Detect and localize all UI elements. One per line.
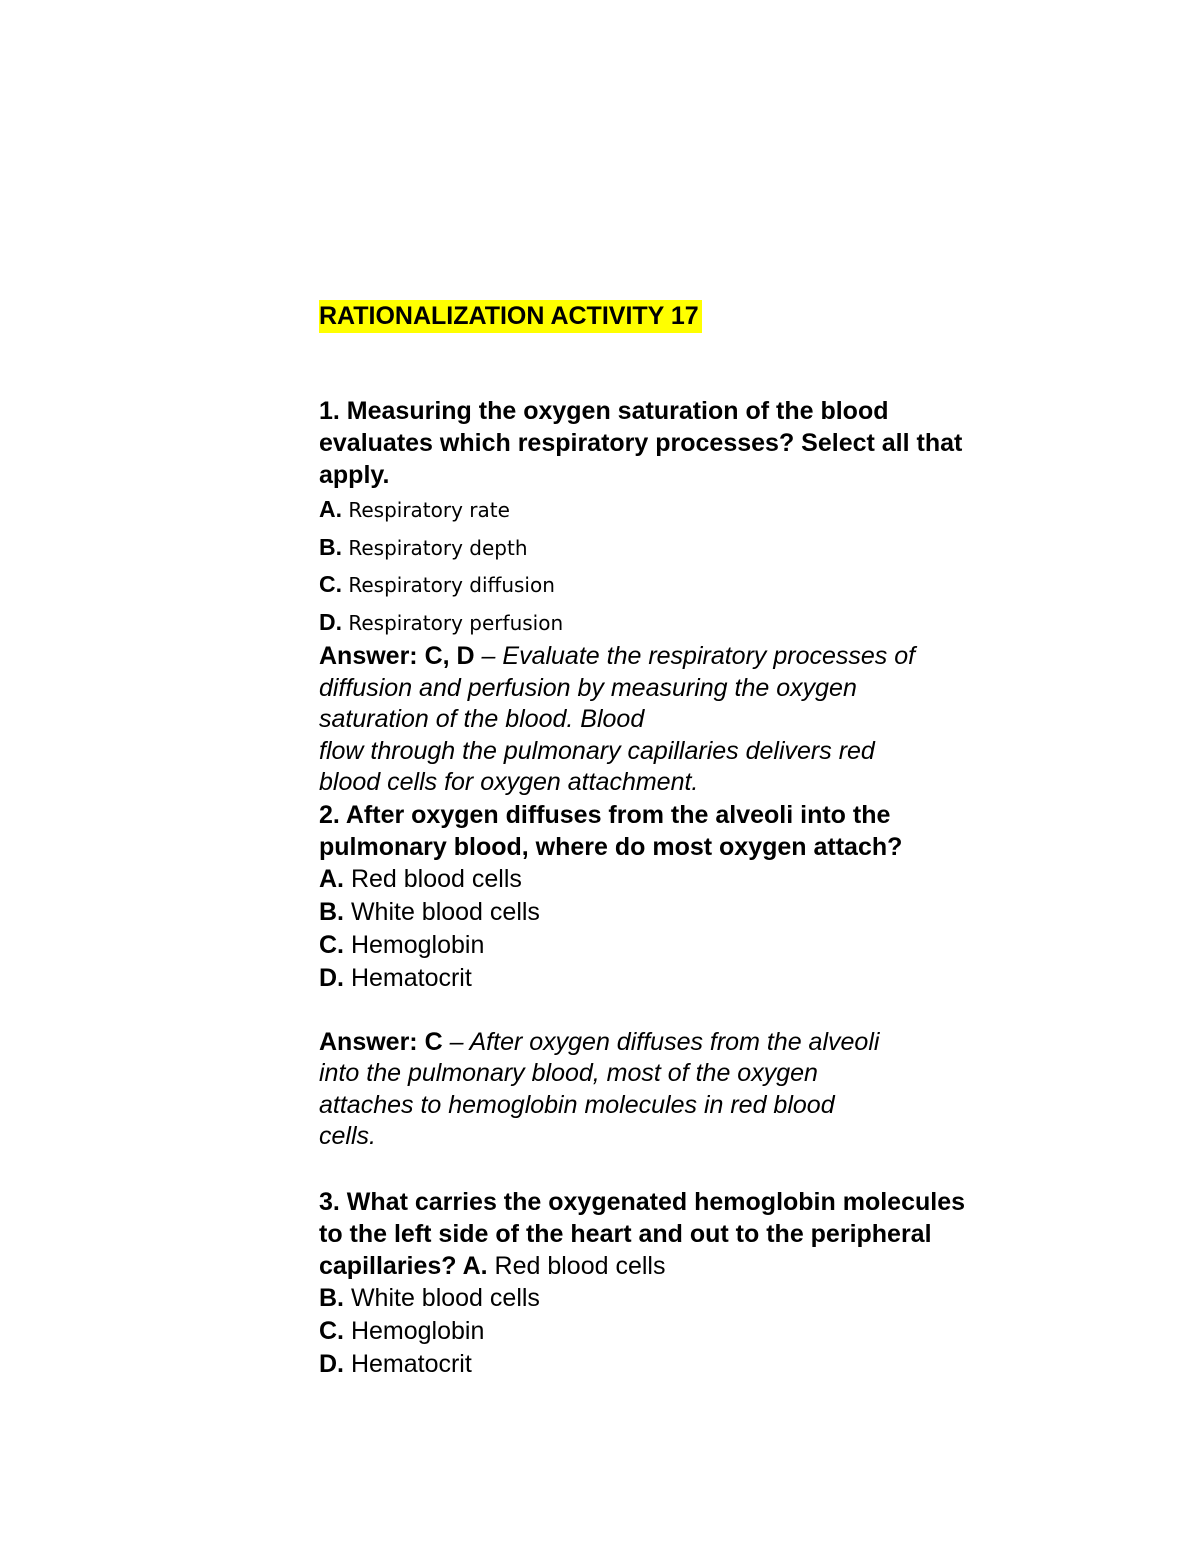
option-letter: B.	[319, 533, 342, 560]
option-text: Respiratory perfusion	[342, 610, 564, 635]
question-2	[319, 799, 1059, 1153]
answer-explanation: diffusion and perfusion by measuring the oxygen	[319, 673, 857, 702]
question-3	[319, 1186, 1059, 1381]
answer-explanation: attaches to hemoglobin molecules in red blood	[319, 1090, 835, 1119]
option-text: Hemoglobin	[344, 930, 485, 959]
answer-explanation: cells.	[319, 1122, 376, 1150]
option-letter: A.	[319, 864, 344, 893]
answer-label: Answer: C	[319, 1027, 443, 1056]
option-letter: B.	[319, 1283, 344, 1312]
q2-option-b	[319, 896, 1059, 929]
q2-option-a	[319, 863, 1059, 896]
option-text: Hemoglobin	[344, 1316, 485, 1345]
answer-line	[319, 673, 1059, 705]
option-text: Hematocrit	[344, 963, 472, 992]
spacer	[319, 1153, 1059, 1186]
answer-label: Answer: C, D	[319, 642, 475, 670]
title-highlight: RATIONALIZATION ACTIVITY 17	[319, 300, 702, 333]
option-letter: D.	[319, 1349, 344, 1378]
option-letter: D.	[319, 963, 344, 992]
q2-answer	[319, 1027, 1059, 1153]
question-1-line: evaluates which respiratory processes? Select all that	[319, 429, 963, 457]
option-text: White blood cells	[344, 1283, 540, 1312]
q2-option-c	[319, 929, 1059, 962]
answer-line	[319, 704, 1059, 736]
option-text: Respiratory rate	[342, 498, 510, 522]
q1-answer	[319, 641, 1059, 799]
answer-explanation: – After oxygen diffuses from the alveoli	[442, 1027, 880, 1056]
answer-line	[319, 1121, 1059, 1153]
answer-line	[319, 1090, 1059, 1122]
option-text: Hematocrit	[344, 1349, 472, 1378]
question-2-line: pulmonary blood, where do most oxygen attach?	[319, 832, 903, 861]
q1-option-b	[319, 529, 1059, 567]
answer-explanation: – Evaluate the respiratory processes of	[474, 642, 916, 670]
option-text: White blood cells	[344, 897, 540, 926]
question-2-line: 2. After oxygen diffuses from the alveoli into the	[319, 800, 891, 829]
spacer	[319, 995, 1059, 1027]
answer-line	[319, 767, 1059, 799]
answer-line	[319, 1027, 1059, 1059]
question-3-text: capillaries? A.	[319, 1251, 488, 1280]
option-letter: C.	[319, 1316, 344, 1345]
q3-option-c	[319, 1315, 1059, 1348]
question-1-line: apply.	[319, 461, 390, 489]
q3-option-d	[319, 1348, 1059, 1381]
option-letter: A.	[319, 496, 342, 522]
option-text: Respiratory depth	[342, 535, 528, 560]
q3-option-a-text: Red blood cells	[487, 1251, 666, 1280]
document-body	[319, 300, 1059, 1381]
q1-option-c	[319, 566, 1059, 604]
answer-explanation: into the pulmonary blood, most of the oxygen	[319, 1059, 818, 1087]
option-letter: D.	[319, 608, 342, 635]
answer-line	[319, 1058, 1059, 1090]
answer-line	[319, 641, 1059, 673]
question-1-line: 1. Measuring the oxygen saturation of the blood	[319, 397, 889, 425]
question-1	[319, 395, 1059, 799]
option-text: Respiratory diffusion	[342, 573, 555, 597]
option-letter: C.	[319, 571, 342, 597]
q2-option-d	[319, 962, 1059, 995]
q1-option-a	[319, 491, 1059, 529]
option-letter: C.	[319, 930, 344, 959]
question-3-line: 3. What carries the oxygenated hemoglobin molecules	[319, 1187, 965, 1216]
answer-line	[319, 736, 1059, 768]
question-3-line	[319, 1250, 1059, 1282]
q3-option-b	[319, 1282, 1059, 1315]
answer-explanation: blood cells for oxygen attachment.	[319, 768, 699, 796]
q1-option-d	[319, 604, 1059, 642]
page-title	[319, 300, 1059, 395]
answer-explanation: saturation of the blood. Blood	[319, 705, 645, 733]
option-letter: B.	[319, 897, 344, 926]
option-text: Red blood cells	[344, 864, 522, 893]
question-3-line: to the left side of the heart and out to the peripheral	[319, 1219, 932, 1248]
answer-explanation: flow through the pulmonary capillaries delivers red	[319, 736, 875, 765]
